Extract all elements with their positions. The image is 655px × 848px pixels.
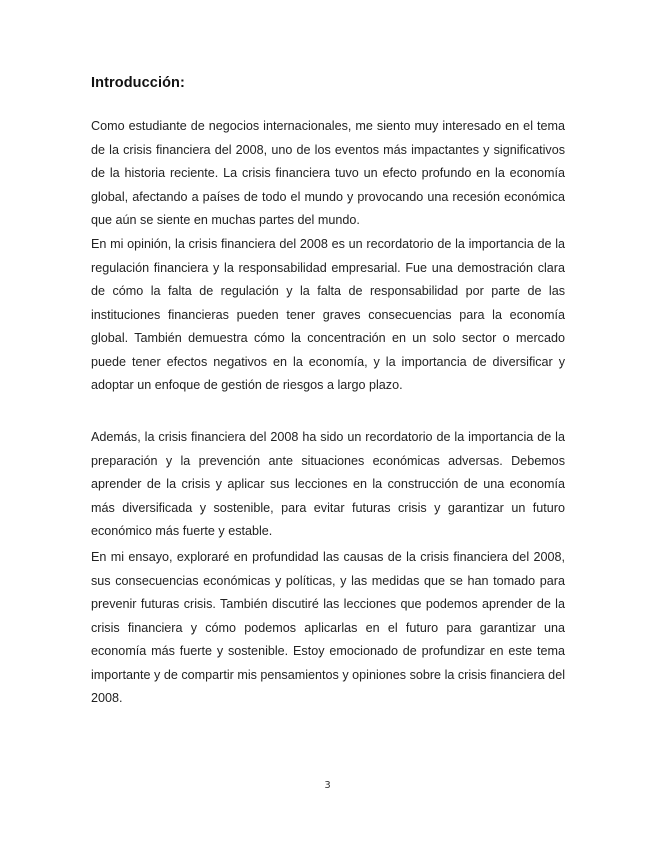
paragraph-opinion: En mi opinión, la crisis financiera del 2008 es un recordatorio de la importancia de la regulación financiera y la responsabilidad empresarial. Fue una demostración clara de cómo la falta de regulación y la falta de responsabilidad por parte de las instituciones financieras pueden tener graves consecuencias para la economía global. También demuestra cómo la concentración en un solo sector o mercado puede tener efectos negativos en la economía, y la importancia de diversificar y adoptar un enfoque de gestión de riesgos a largo plazo. <box>91 237 565 392</box>
paragraph-intro: Como estudiante de negocios internacionales, me siento muy interesado en el tema de la crisis financiera del 2008, uno de los eventos más impactantes y significativos de la historia reciente. La crisis financiera tuvo un efecto profundo en la economía global, afectando a países de todo el mundo y provocando una recesión económica que aún se siente en muchas partes del mundo. <box>91 119 565 227</box>
section-heading: Introducción: <box>91 75 185 91</box>
paragraph-preparation: Además, la crisis financiera del 2008 ha sido un recordatorio de la importancia de la preparación y la prevención ante situaciones económicas adversas. Debemos aprender de la crisis y aplicar sus lecciones en la construcción de una economía más diversificada y sostenible, para evitar futuras crisis y garantizar un futuro económico más fuerte y estable. <box>91 430 565 538</box>
page-number: 3 <box>324 780 331 791</box>
paragraph-essay-outline: En mi ensayo, exploraré en profundidad las causas de la crisis financiera del 2008, sus consecuencias económicas y políticas, y las medidas que se han tomado para prevenir futuras crisis. También discutiré las lecciones que podemos aprender de la crisis financiera y cómo podemos aplicarlas en el futuro para garantizar una economía más fuerte y sostenible. Estoy emocionado de profundizar en este tema importante y de compartir mis pensamientos y opiniones sobre la crisis financiera del 2008. <box>91 550 565 705</box>
